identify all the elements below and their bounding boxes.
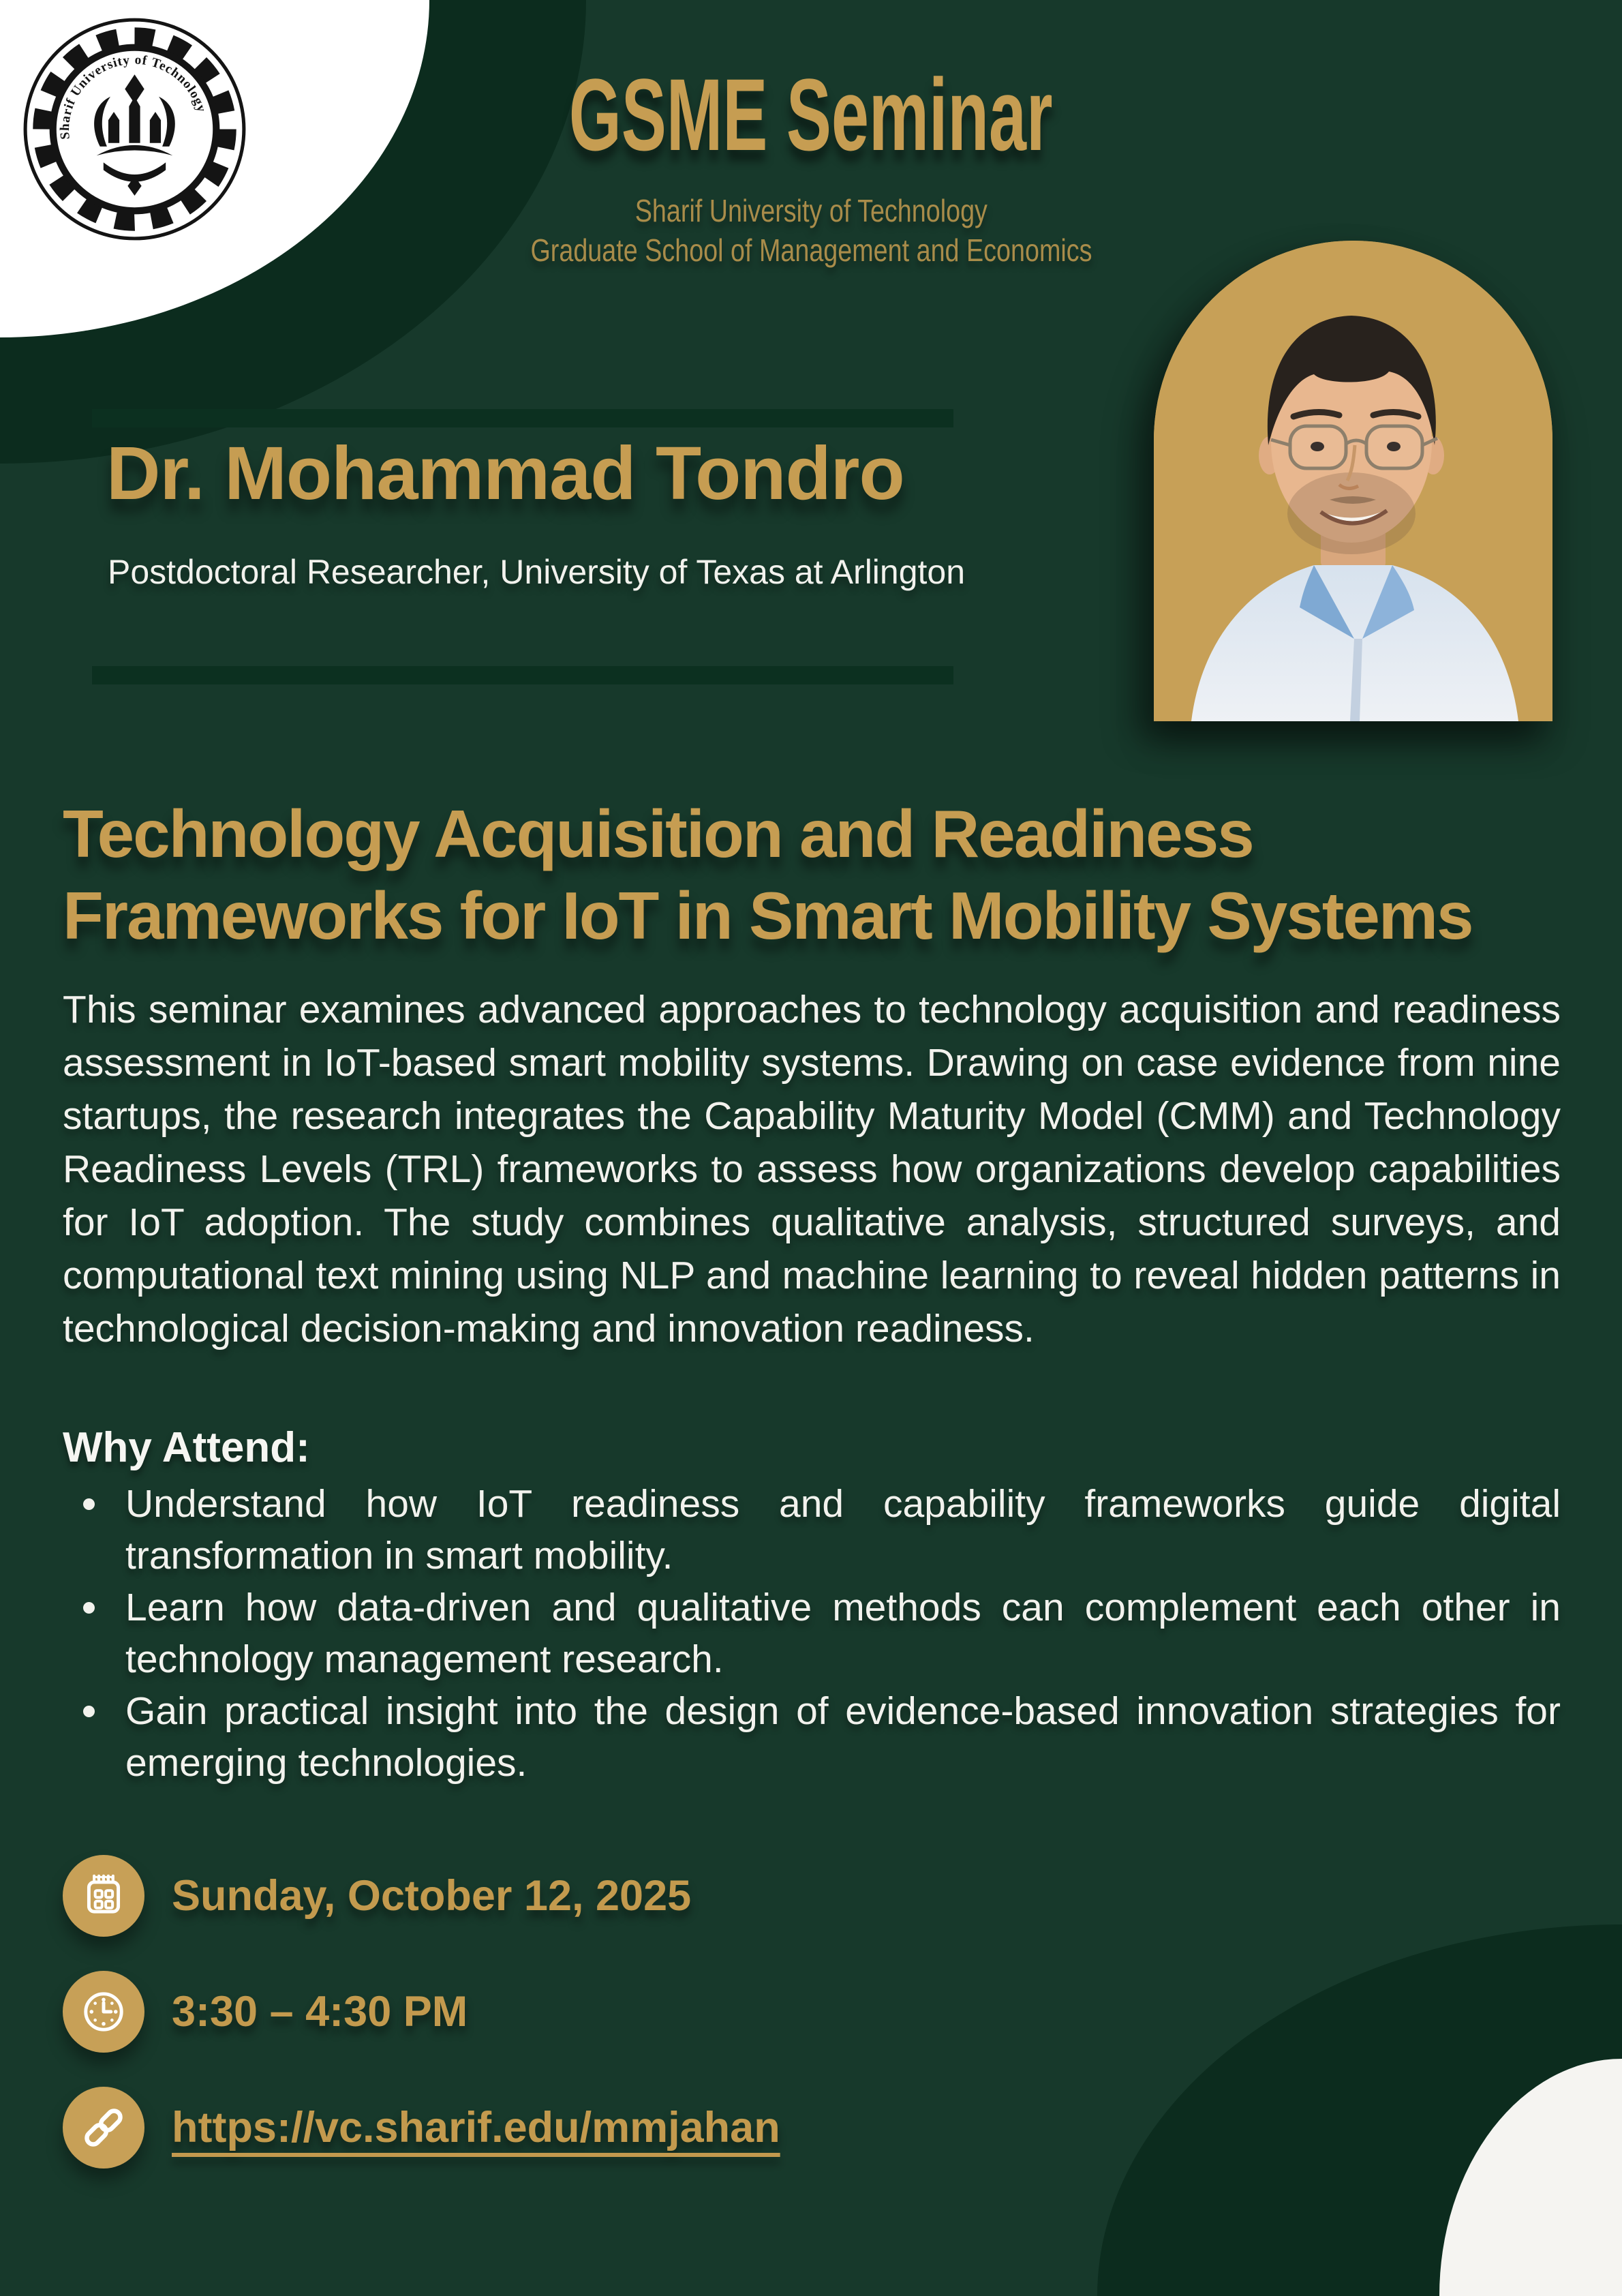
seminar-abstract: This seminar examines advanced approaches to technology acquisition and readiness assessment in IoT-based smart mobility systems. Drawing on case evidence from nine startups, the research integrates the Capability Maturity Model (CMM) and Technology Readiness Levels (TRL) frameworks to assess how organizations develop capabilities for IoT adoption. The study combines qualitative analysis, structured surveys, and computational text mining using NLP and machine learning to reveal hidden patterns in technological decision-making and innovation readiness. <box>63 988 1561 1350</box>
name-divider-top <box>92 409 953 427</box>
subtitle-university: Sharif University of Technology <box>634 193 988 228</box>
page-title-text: GSME Seminar <box>569 57 1053 172</box>
speaker-photo <box>1154 241 1552 721</box>
seminar-title-line-2: Frameworks for IoT in Smart Mobility Systems <box>63 878 1473 953</box>
why-attend-item <box>63 1582 1561 1685</box>
seminar-time: 3:30 – 4:30 PM <box>172 1988 468 2036</box>
link-icon <box>63 2087 144 2169</box>
subtitle-school: Graduate School of Management and Economics <box>530 232 1092 268</box>
why-attend-list <box>63 1478 1561 1789</box>
seminar-title <box>63 793 1473 956</box>
why-attend-item-text: Learn how data-driven and qualitative methods can complement each other in technology management research. <box>125 1586 1561 1681</box>
why-attend-item <box>63 1478 1561 1582</box>
link-row <box>63 2087 780 2169</box>
why-attend-item <box>63 1685 1561 1789</box>
speaker-affiliation: Postdoctoral Researcher, University of Texas at Arlington <box>108 553 966 591</box>
calendar-icon <box>63 1855 144 1937</box>
time-row <box>63 1971 468 2053</box>
seal-text: Sharif University of Technology <box>57 52 209 140</box>
why-attend-heading: Why Attend: <box>63 1424 310 1471</box>
why-attend-item-text: Understand how IoT readiness and capability frameworks guide digital transformation in smart mobility. <box>125 1482 1561 1577</box>
speaker-portrait-illustration <box>1154 241 1552 721</box>
seminar-title-line-1: Technology Acquisition and Readiness <box>63 796 1253 871</box>
clock-icon <box>63 1971 144 2053</box>
seminar-date: Sunday, October 12, 2025 <box>172 1872 692 1920</box>
page-title <box>0 56 1622 174</box>
meeting-link[interactable]: https://vc.sharif.edu/mmjahan <box>172 2104 780 2151</box>
name-divider-bottom <box>92 666 953 684</box>
speaker-name: Dr. Mohammad Tondro <box>106 432 904 515</box>
date-row <box>63 1855 691 1937</box>
why-attend-item-text: Gain practical insight into the design of evidence-based innovation strategies for emerging technologies. <box>125 1689 1561 1785</box>
